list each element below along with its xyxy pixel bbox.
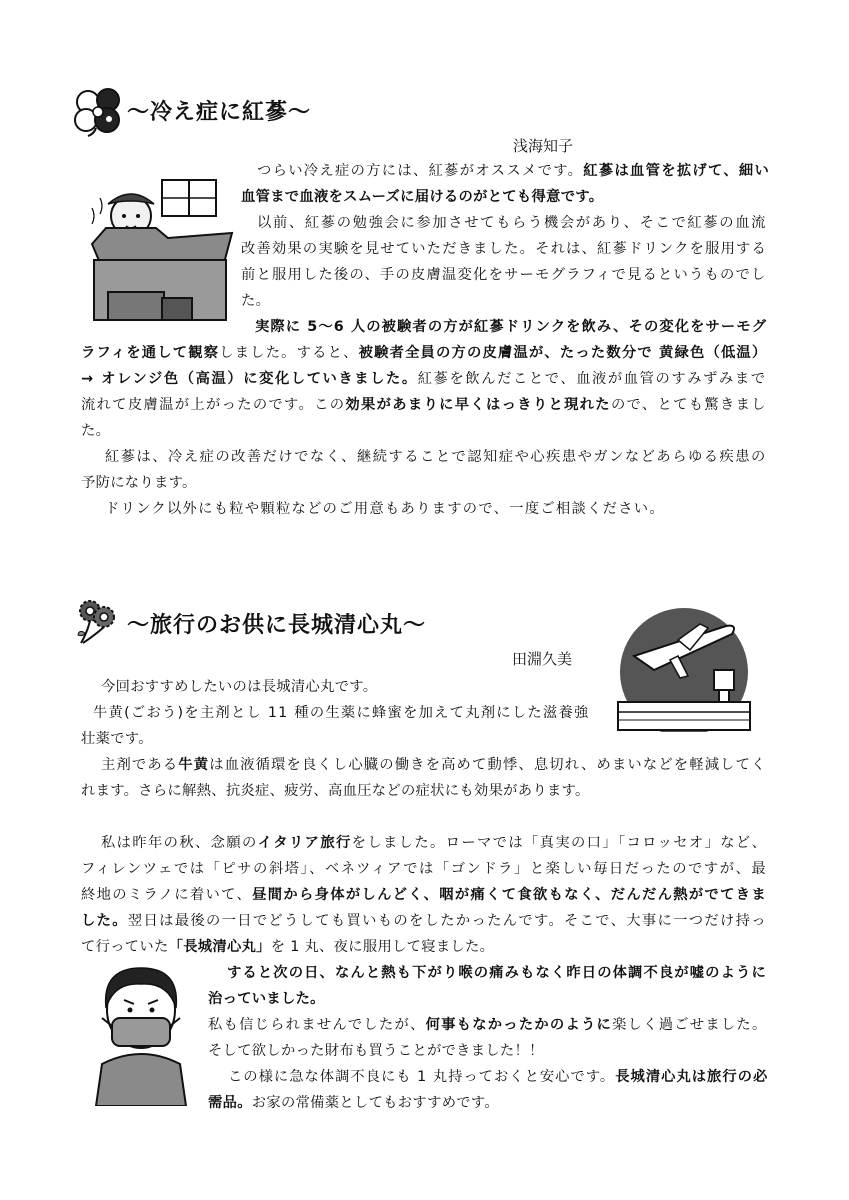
text-line	[208, 989, 325, 1009]
text: をしました。ローマでは「真実の口」「コロッセオ」など、	[351, 835, 768, 851]
text-line	[101, 755, 767, 775]
text: 翌日は最後の一日でどうしても買いものをしたかったんです。そこで、大事に一つだけ持っ	[127, 913, 767, 929]
bold-text: 長城清心丸は旅行の必	[615, 1069, 769, 1085]
text: お家の常備薬としてもおすすめです。	[251, 1095, 499, 1111]
text: 終地のミラノに着いて、	[81, 887, 253, 903]
text: を 1 丸、夜に服用して寝ました。	[270, 939, 495, 955]
text: つらい冷え症の方には、紅蔘がオススメです。	[257, 163, 584, 179]
bold-text: 被験者全員の方の皮膚温が、たった数分で 黄緑色（低温）	[358, 345, 768, 361]
bold-text: 「長城清心丸」	[168, 939, 271, 955]
text-line	[81, 421, 110, 441]
text: 以前、紅蔘の勉強会に参加させてもらう機会があり、そこで紅蔘の血流	[257, 215, 768, 231]
text: 紅蔘を飲んだことで、血液が血管のすみずみまで	[417, 371, 767, 387]
text-line	[81, 729, 153, 749]
text-line	[81, 885, 767, 905]
bold-text: 牛黄	[178, 757, 210, 773]
text-line	[208, 1041, 544, 1061]
article1-author: 浅海知子	[513, 137, 574, 155]
bold-text: 治っていました。	[208, 991, 325, 1007]
text-line	[105, 499, 665, 519]
text: 私も信じられませんでしたが、	[208, 1017, 426, 1033]
bold-text: イタリア旅行	[257, 835, 352, 851]
airport-illustration	[614, 606, 754, 732]
text-line	[241, 265, 767, 285]
text: 流れて皮膚温が上がったのです。この	[81, 397, 346, 413]
text: 今回おすすめしたいのは長城清心丸です。	[101, 679, 378, 695]
text: 前と服用した後の、手の皮膚温変化をサーモグラフィで見るというものでし	[241, 267, 767, 283]
bold-text: 昼間から身体がしんどく、咽が痛くて食欲もなく、だんだん熱がでてきま	[252, 887, 767, 903]
text-line	[241, 239, 767, 259]
article1-title: ～冷え症に紅蔘～	[127, 100, 312, 125]
text-line	[81, 859, 767, 879]
text: た。	[241, 293, 271, 309]
text-line	[101, 677, 377, 697]
text: 楽しく過ごせました。	[612, 1017, 768, 1033]
text-line	[255, 317, 767, 337]
mask-person-illustration	[88, 960, 194, 1106]
text-line	[93, 703, 590, 723]
bold-text: 血管まで血液をスムーズに届けるのがとても得意です。	[241, 189, 604, 205]
text: この様に急な体調不良にも 1 丸持っておくと安心です。	[228, 1069, 616, 1085]
text-line	[228, 1067, 768, 1087]
text: 紅蔘は、冷え症の改善だけでなく、継続することで認知症や心疾患やガンなどあらゆる疾患の	[105, 449, 767, 465]
bath-illustration	[86, 178, 236, 323]
text: ドリンク以外にも粒や顆粒などのご用意もありますので、一度ご相談ください。	[105, 501, 665, 517]
text-line	[227, 963, 767, 983]
bold-text: 何事もなかったかのように	[425, 1017, 613, 1033]
bold-text: 実際に 5～6 人の被験者の方が紅蔘ドリンクを飲み、その変化をサーモグ	[255, 319, 768, 335]
text-line	[81, 395, 767, 415]
article2-title: ～旅行のお供に長城清心丸～	[127, 613, 427, 638]
text-line	[257, 161, 770, 181]
text-line	[81, 343, 767, 363]
text: しました。すると、	[219, 345, 359, 361]
article2-author: 田淵久美	[512, 650, 573, 668]
bold-text: 紅蔘は血管を拡げて、細い	[583, 163, 771, 179]
text-line	[81, 473, 197, 493]
text-line	[81, 781, 590, 801]
pansy-icon	[74, 88, 122, 138]
flower-icon	[75, 597, 117, 647]
text-line	[257, 213, 767, 233]
text: 牛黄(ごおう)を主剤とし 11 種の生薬に蜂蜜を加えて丸剤にした滋養強	[93, 705, 590, 721]
text: 私は昨年の秋、念願の	[101, 835, 258, 851]
text-line	[208, 1093, 499, 1113]
bold-text: ラフィを通して観察	[81, 345, 220, 361]
text: は血液循環を良くし心臓の働きを高めて動悸、息切れ、めまいなどを軽減してく	[209, 757, 767, 773]
text: た。	[81, 423, 111, 439]
text: 主剤である	[101, 757, 179, 773]
text-line	[81, 911, 767, 931]
text-line	[101, 833, 767, 853]
text: フィレンツェでは「ピサの斜塔」、ベネツィアでは「ゴンドラ」と楽しい毎日だったのですが、最	[81, 861, 768, 877]
text: れます。さらに解熱、抗炎症、疲労、高血圧などの症状にも効果があります。	[81, 783, 590, 799]
text-line	[81, 369, 767, 389]
bold-text: → オレンジ色（高温）に変化していきました。	[81, 371, 418, 387]
text: 壮薬です。	[81, 731, 153, 747]
text-line	[81, 937, 494, 957]
text-line	[105, 447, 767, 467]
text-line	[208, 1015, 768, 1035]
text-line	[241, 187, 603, 207]
text: そして欲しかった財布も買うことができました！！	[208, 1043, 544, 1059]
bold-text: した。	[81, 913, 128, 929]
bold-text: 需品。	[208, 1095, 252, 1111]
text: ので、とても驚きまし	[610, 397, 767, 413]
text-line	[241, 291, 270, 311]
bold-text: 効果があまりに早くはっきりと現れた	[345, 397, 611, 413]
text: て行っていた	[81, 939, 169, 955]
text: 予防になります。	[81, 475, 197, 491]
bold-text: すると次の日、なんと熱も下がり喉の痛みもなく昨日の体調不良が嘘のように	[227, 965, 767, 981]
text: 改善効果の実験を見せていただきました。それは、紅蔘ドリンクを服用する	[241, 241, 768, 257]
